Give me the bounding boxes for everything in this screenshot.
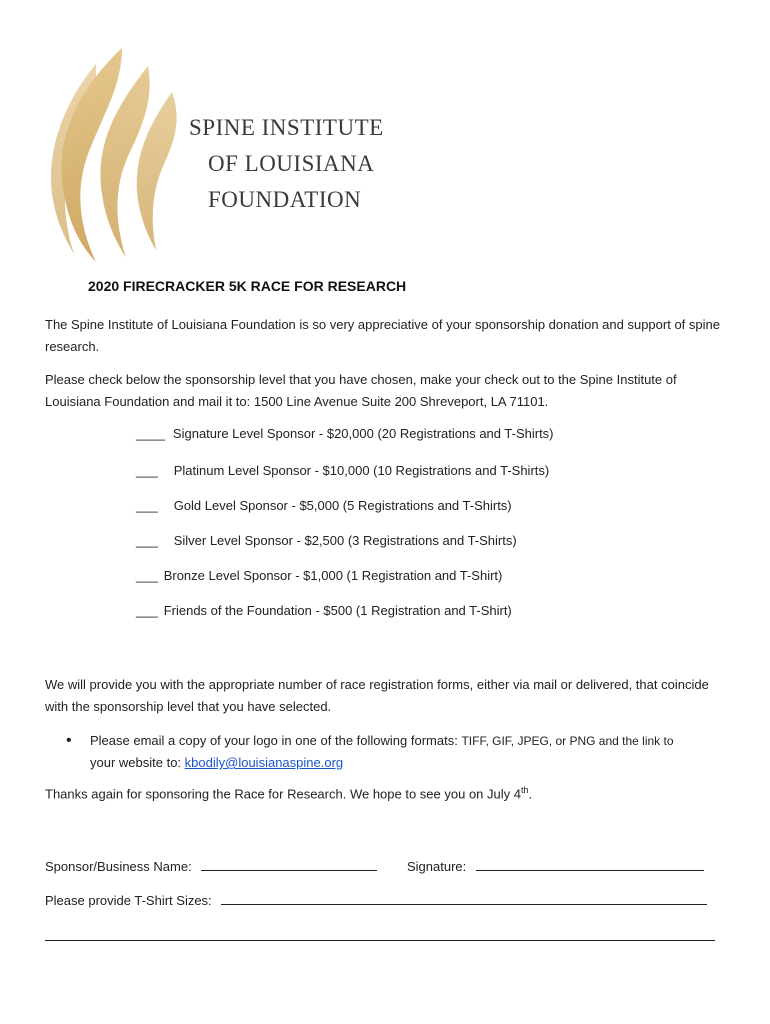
level-label: Bronze Level Sponsor - $1,000 (1 Registration and T-Shirt) <box>163 568 503 583</box>
registration-note: We will provide you with the appropriate number of race registration forms, either via mail or delivered, that coincide with the sponsorship level that you have selected. <box>45 677 709 714</box>
level-label: Gold Level Sponsor - $5,000 (5 Registrations and T-Shirts) <box>173 498 512 513</box>
level-check-blank: ___ <box>136 498 158 513</box>
level-label: Platinum Level Sponsor - $10,000 (10 Registrations and T-Shirts) <box>173 463 550 478</box>
thanks-line <box>45 785 532 801</box>
level-platinum[interactable] <box>136 463 549 478</box>
tshirt-sizes-label: Please provide T-Shirt Sizes: <box>45 893 212 908</box>
intro-paragraph: The Spine Institute of Louisiana Foundation is so very appreciative of your sponsorship donation and support of spine research. <box>45 317 720 354</box>
signature-input[interactable] <box>476 856 704 871</box>
level-label: Signature Level Sponsor - $20,000 (20 Registrations and T-Shirts) <box>172 426 554 441</box>
thanks-sup: th <box>520 785 529 795</box>
level-friends[interactable] <box>136 603 512 618</box>
level-silver[interactable] <box>136 533 517 548</box>
sponsor-name-field <box>45 856 377 874</box>
level-signature[interactable] <box>136 426 554 441</box>
thanks-text: Thanks again for sponsoring the Race for Research. We hope to see you on July 4 <box>45 786 521 802</box>
sponsor-name-label: Sponsor/Business Name: <box>45 859 192 874</box>
thanks-end: . <box>528 786 533 802</box>
logo-line-1: SPINE INSTITUTE <box>189 115 384 140</box>
level-check-blank: ___ <box>136 463 158 478</box>
bullet-icon: • <box>66 732 72 749</box>
bullet-lead: Please email a copy of your logo in one of the following formats: <box>90 733 458 748</box>
level-label: Silver Level Sponsor - $2,500 (3 Registrations and T-Shirts) <box>173 533 517 548</box>
logo-line-2: OF LOUISIANA <box>208 151 375 176</box>
page-title: 2020 FIRECRACKER 5K RACE FOR RESEARCH <box>88 278 407 294</box>
sponsor-name-input[interactable] <box>201 856 377 871</box>
level-check-blank: ___ <box>136 533 158 548</box>
flame-icon <box>44 44 184 264</box>
level-bronze[interactable] <box>136 568 502 583</box>
tshirt-sizes-input[interactable] <box>221 890 707 905</box>
email-link[interactable]: kbodily@louisianaspine.org <box>184 755 344 770</box>
level-check-blank: ___ <box>136 568 158 583</box>
bullet-tail: your website to: <box>90 755 182 770</box>
signature-field <box>407 856 704 874</box>
level-check-blank: ___ <box>136 603 158 618</box>
foundation-logo-text <box>189 110 384 218</box>
bullet-formats: TIFF, GIF, JPEG, or PNG and the link to <box>461 734 674 748</box>
level-gold[interactable] <box>136 498 512 513</box>
tshirt-sizes-extra-line[interactable] <box>45 940 715 941</box>
level-label: Friends of the Foundation - $500 (1 Registration and T-Shirt) <box>163 603 512 618</box>
tshirt-sizes-field <box>45 890 707 908</box>
signature-label: Signature: <box>407 859 467 874</box>
logo-line-3: FOUNDATION <box>208 187 362 212</box>
level-check-blank: ____ <box>136 426 165 441</box>
instructions-paragraph: Please check below the sponsorship level that you have chosen, make your check out to the Spine Institute of Louisiana Foundation and mail it to: 1500 Line Avenue Suite 200 Shreveport, LA 71101. <box>45 372 677 409</box>
